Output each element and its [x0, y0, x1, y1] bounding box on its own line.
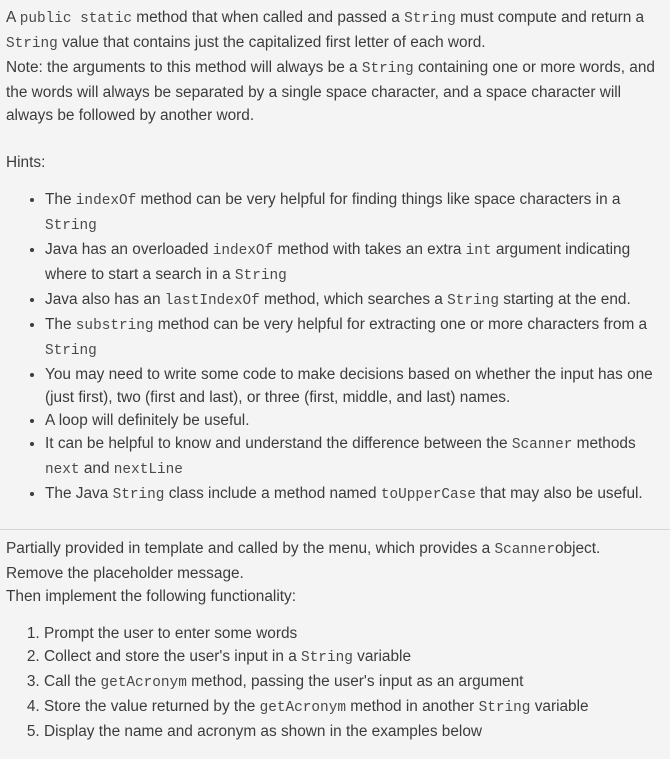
code-inline: toUpperCase: [380, 487, 476, 503]
code-inline: indexOf: [75, 193, 137, 209]
text: Java has an overloaded: [45, 241, 213, 258]
list-item: [44, 645, 664, 670]
text: A loop will definitely be useful.: [45, 412, 250, 429]
code-inline: String: [45, 218, 97, 234]
text: variable: [530, 698, 589, 715]
note-paragraph: [6, 56, 664, 127]
list-item: [45, 313, 664, 363]
text: must compute and return a: [455, 9, 645, 26]
list-item: [44, 622, 664, 645]
text: method in another: [345, 698, 479, 715]
text: methods: [572, 435, 636, 452]
text: method with takes an extra: [273, 241, 466, 258]
code-inline: getAcronym: [100, 675, 187, 691]
text: and: [79, 460, 114, 477]
code-inline: Scanner: [494, 542, 555, 558]
text: containing one or more words, and the words will always be separated by a single space character, and a space character will always be followed by another word.: [6, 59, 655, 124]
code-inline: String: [112, 487, 165, 503]
list-item: [44, 670, 664, 695]
intro-paragraph: [6, 6, 664, 56]
text: Java also has an: [45, 291, 165, 308]
code-inline: int: [465, 243, 492, 259]
text: method that when called and passed a: [131, 9, 405, 26]
text: method can be very helpful for extracting one or more characters from a: [153, 316, 648, 333]
list-item: [45, 363, 664, 409]
text: Partially provided in template and called by the menu, which provides a: [6, 540, 495, 557]
code-inline: substring: [75, 318, 154, 334]
code-inline: nextLine: [113, 462, 183, 478]
list-item: [45, 188, 664, 238]
text: The Java: [45, 485, 113, 502]
list-item: [45, 482, 664, 507]
code-inline: String: [404, 11, 456, 27]
text: It can be helpful to know and understand the difference between the: [45, 435, 512, 452]
implementation-section: [0, 531, 670, 759]
code-inline: next: [45, 462, 80, 478]
code-inline: indexOf: [212, 243, 274, 259]
text: that may also be useful.: [475, 485, 643, 502]
text: Call the: [44, 673, 101, 690]
hints-list: [6, 188, 664, 507]
code-inline: String: [478, 700, 531, 716]
remove-placeholder-line: Remove the placeholder message.: [6, 565, 244, 582]
code-inline: String: [447, 293, 499, 309]
text: variable: [352, 648, 412, 665]
list-item: [44, 720, 664, 743]
list-item: [45, 288, 664, 313]
text: Display the name and acronym as shown in the examples below: [44, 723, 483, 740]
text: Store the value returned by the: [44, 698, 260, 715]
list-item: [45, 432, 664, 482]
code-inline: lastIndexOf: [164, 293, 260, 309]
text: Prompt the user to enter some words: [44, 625, 298, 642]
text: Note: the arguments to this method will always be a: [6, 59, 362, 76]
code-inline: String: [234, 268, 287, 284]
text: You may need to write some code to make decisions based on whether the input has one (just first), two (first and last), or three (first, middle, and last) names.: [45, 366, 653, 406]
text: object.: [554, 540, 601, 557]
code-inline: String: [361, 61, 414, 77]
code-inline: getAcronym: [259, 700, 346, 716]
code-inline: String: [6, 36, 58, 52]
text: argument indicating where to start a search in a: [45, 241, 631, 283]
code-inline: Scanner: [511, 437, 573, 453]
text: starting at the end.: [498, 291, 631, 308]
steps-list: [6, 622, 664, 743]
text: value that contains just the capitalized first letter of each word.: [57, 34, 486, 51]
template-paragraph: [6, 537, 664, 562]
code-inline: String: [301, 650, 353, 666]
text: A: [6, 9, 20, 26]
list-item: [45, 238, 664, 288]
list-item: [44, 695, 664, 720]
text: class include a method named: [164, 485, 381, 502]
text: The: [45, 316, 76, 333]
code-inline: public static: [19, 11, 132, 27]
hints-title: Hints:: [6, 154, 46, 171]
code-inline: String: [45, 343, 97, 359]
text: Collect and store the user's input in a: [44, 648, 302, 665]
text: method, which searches a: [259, 291, 448, 308]
text: method can be very helpful for finding things like space characters in a: [136, 191, 621, 208]
text: method, passing the user's input as an argument: [186, 673, 524, 690]
text: The: [45, 191, 76, 208]
list-item: [45, 409, 664, 432]
implement-line: Then implement the following functionality:: [6, 588, 297, 605]
